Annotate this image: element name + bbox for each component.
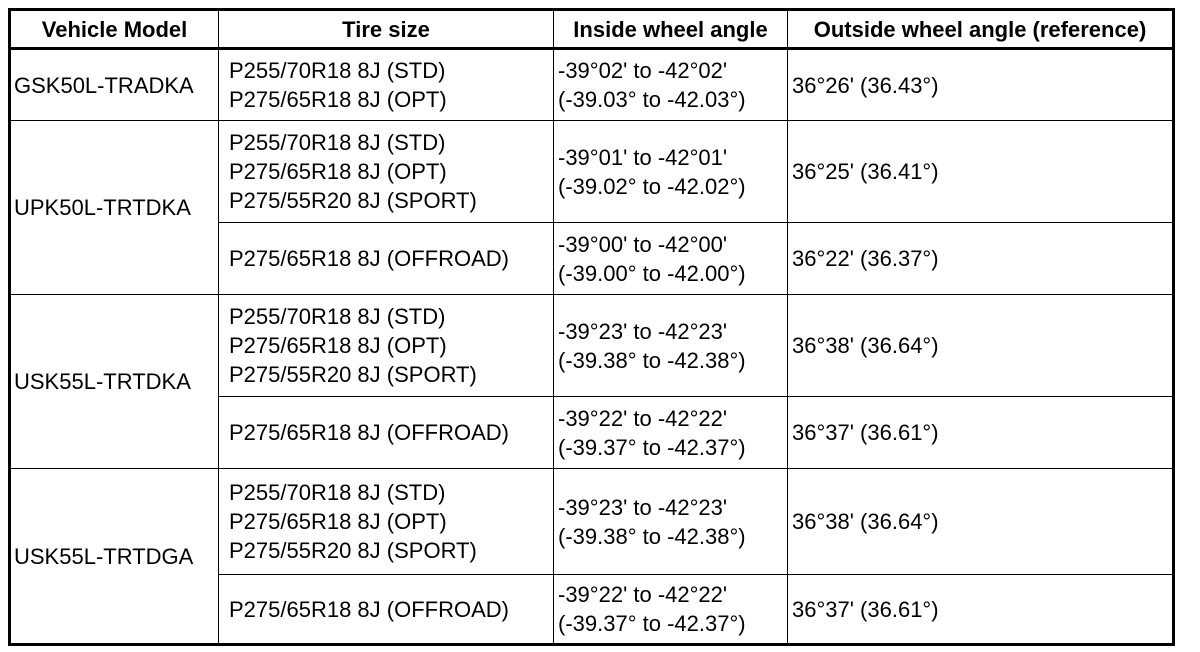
inside-angle-dms: -39°22' to -42°22': [558, 405, 728, 431]
tire-size-line: P255/70R18 8J (STD): [229, 58, 446, 83]
tire-size-line: P255/70R18 8J (STD): [229, 480, 446, 505]
tire-size-cell: [219, 49, 554, 121]
header-tire-size: Tire size: [219, 10, 554, 49]
tire-size-line: P275/65R18 8J (OFFROAD): [229, 596, 509, 622]
tire-size-cell: [219, 397, 554, 469]
vehicle-model-cell: UPK50L-TRTDKA: [10, 121, 219, 295]
tire-size-cell: [219, 121, 554, 223]
inside-angle-decimal: (-39.02° to -42.02°): [558, 173, 746, 199]
inside-angle-dms: -39°23' to -42°23': [558, 494, 728, 520]
tire-size-cell: [219, 295, 554, 397]
table-row: [10, 121, 1174, 223]
table-header-row: [10, 10, 1174, 49]
inside-wheel-angle-cell: [554, 469, 788, 575]
tire-size-cell: [219, 223, 554, 295]
tire-size-line: P275/65R18 8J (OPT): [229, 87, 447, 112]
tire-size-line: P275/65R18 8J (OPT): [229, 159, 447, 184]
outside-wheel-angle-cell: 36°38' (36.64°): [788, 469, 1174, 575]
table-row: [10, 469, 1174, 575]
outside-wheel-angle-cell: 36°37' (36.61°): [788, 397, 1174, 469]
header-vehicle-model: Vehicle Model: [10, 10, 219, 49]
tire-size-line: P275/65R18 8J (OFFROAD): [229, 420, 509, 445]
inside-wheel-angle-cell: [554, 397, 788, 469]
outside-wheel-angle-cell: 36°37' (36.61°): [788, 575, 1174, 645]
inside-wheel-angle-cell: [554, 121, 788, 223]
vehicle-model-cell: USK55L-TRTDGA: [10, 469, 219, 645]
inside-angle-decimal: (-39.03° to -42.03°): [558, 87, 746, 112]
outside-wheel-angle-cell: 36°26' (36.43°): [788, 49, 1174, 121]
outside-wheel-angle-cell: 36°25' (36.41°): [788, 121, 1174, 223]
header-inside-wheel-angle: Inside wheel angle: [554, 10, 788, 49]
inside-angle-dms: -39°01' to -42°01': [558, 144, 728, 170]
inside-angle-dms: -39°22' to -42°22': [558, 582, 728, 607]
vehicle-model-cell: GSK50L-TRADKA: [10, 49, 219, 121]
inside-angle-decimal: (-39.38° to -42.38°): [558, 523, 746, 549]
vehicle-model-cell: USK55L-TRTDKA: [10, 295, 219, 469]
inside-angle-decimal: (-39.00° to -42.00°): [558, 260, 746, 286]
tire-size-line: P275/55R20 8J (SPORT): [229, 188, 477, 213]
outside-wheel-angle-cell: 36°38' (36.64°): [788, 295, 1174, 397]
inside-angle-decimal: (-39.37° to -42.37°): [558, 611, 746, 636]
inside-angle-decimal: (-39.37° to -42.37°): [558, 434, 746, 460]
table-row: [10, 49, 1174, 121]
inside-wheel-angle-cell: [554, 575, 788, 645]
inside-wheel-angle-cell: [554, 295, 788, 397]
inside-angle-dms: -39°02' to -42°02': [558, 58, 728, 83]
tire-size-line: P275/55R20 8J (SPORT): [229, 538, 477, 563]
inside-angle-decimal: (-39.38° to -42.38°): [558, 347, 746, 373]
inside-wheel-angle-cell: [554, 49, 788, 121]
tire-size-line: P275/65R18 8J (OFFROAD): [229, 246, 509, 271]
table-row: [10, 295, 1174, 397]
tire-size-line: P255/70R18 8J (STD): [229, 304, 446, 329]
tire-size-line: P275/55R20 8J (SPORT): [229, 362, 477, 387]
inside-angle-dms: -39°23' to -42°23': [558, 318, 728, 344]
tire-size-cell: [219, 575, 554, 645]
header-outside-wheel-angle: Outside wheel angle (reference): [788, 10, 1174, 49]
tire-size-line: P255/70R18 8J (STD): [229, 130, 446, 155]
inside-angle-dms: -39°00' to -42°00': [558, 231, 728, 257]
wheel-angle-table: [8, 8, 1175, 646]
tire-size-cell: [219, 469, 554, 575]
tire-size-line: P275/65R18 8J (OPT): [229, 333, 447, 358]
tire-size-line: P275/65R18 8J (OPT): [229, 509, 447, 534]
inside-wheel-angle-cell: [554, 223, 788, 295]
outside-wheel-angle-cell: 36°22' (36.37°): [788, 223, 1174, 295]
